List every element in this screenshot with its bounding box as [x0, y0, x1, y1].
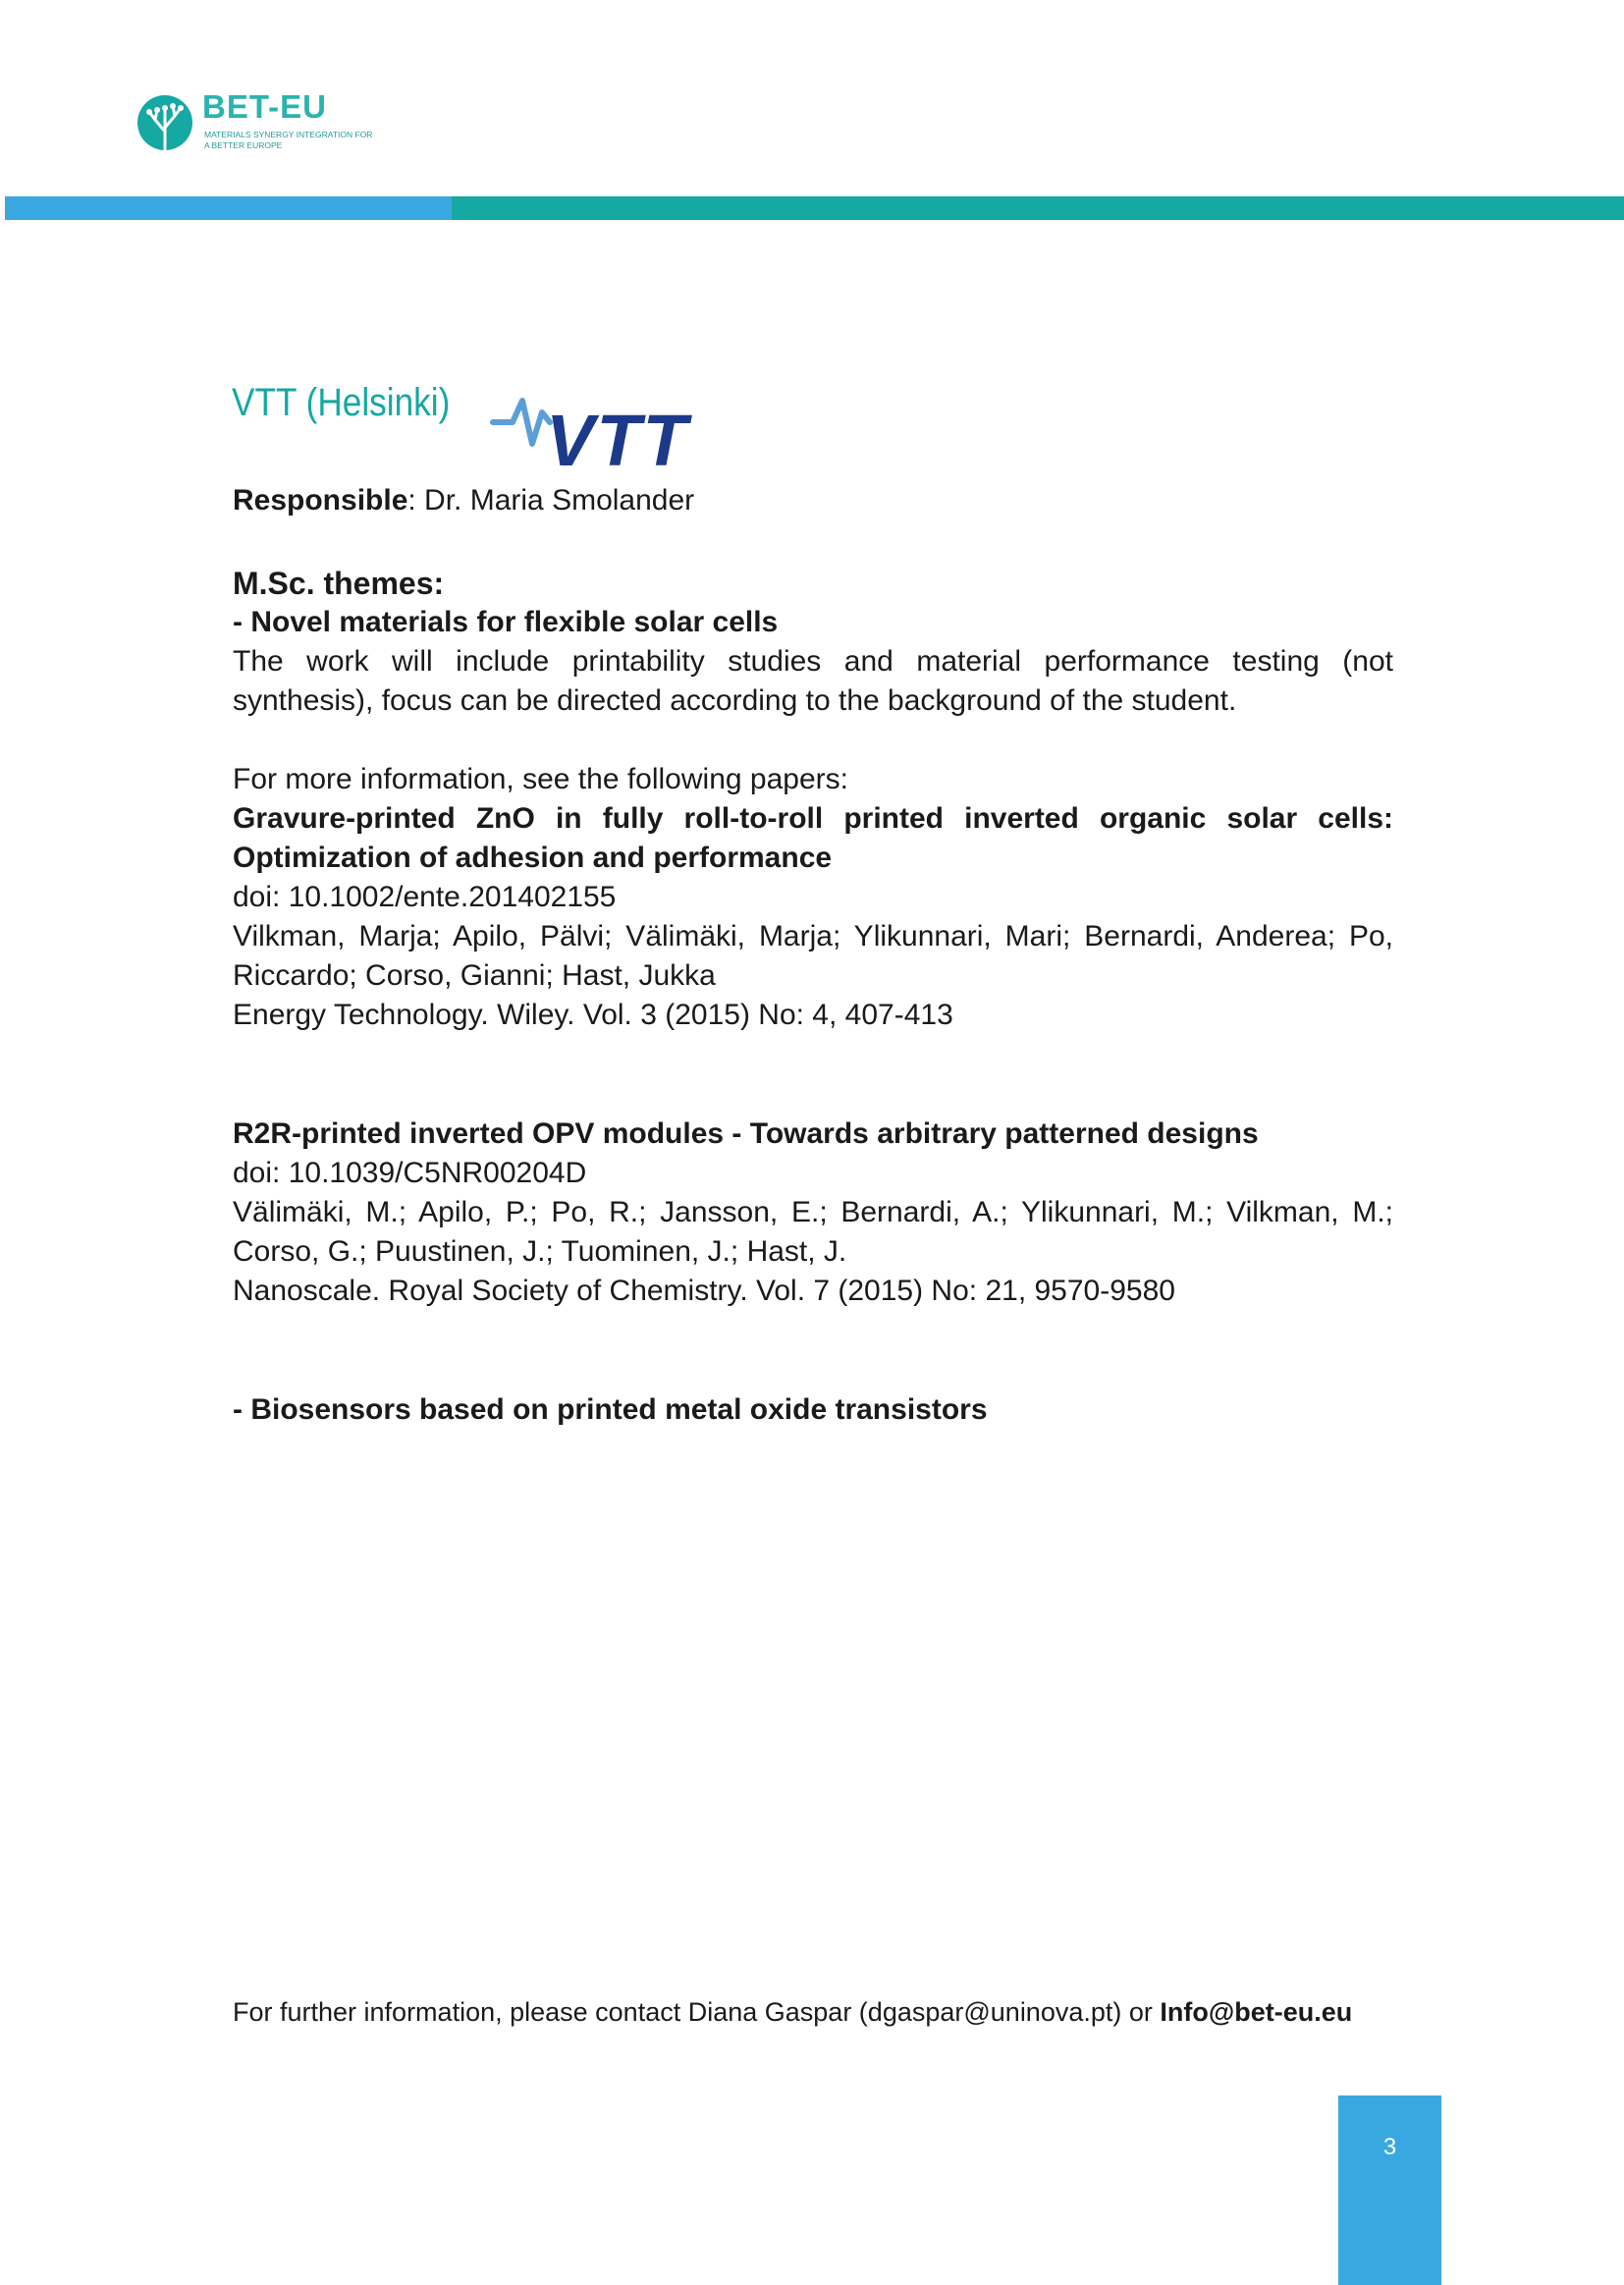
paper-title: Gravure-printed ZnO in fully roll-to-roll printed inverted organic solar cells: Optimization of adhesion and performance [233, 802, 1393, 874]
bet-eu-logo [135, 86, 381, 160]
vtt-logo [489, 381, 734, 469]
vtt-logo-text: VTT [546, 400, 689, 469]
brand-name: BET-EU [202, 88, 328, 125]
paper-doi: doi: 10.1039/C5NR00204D [233, 1157, 587, 1189]
responsible-label: Responsible [233, 484, 408, 517]
footer-contact-text: For further information, please contact Diana Gaspar (dgaspar@uninova.pt) or [233, 1997, 1161, 2027]
themes-heading: M.Sc. themes: [233, 566, 445, 601]
responsible-name: : Dr. Maria Smolander [407, 484, 695, 517]
theme-title: - Novel materials for flexible solar cells [233, 606, 779, 638]
paper-authors: Välimäki, M.; Apilo, P.; Po, R.; Jansson, E.; Bernardi, A.; Ylikunnari, M.; Vilkman, M.; Corso, G.; Puustinen, J.; Tuominen, J.; Hast, J. [233, 1196, 1393, 1268]
page-number: 3 [1382, 2134, 1397, 2160]
header-band-teal [452, 196, 1624, 220]
theme-description: The work will include printability studies and material performance testing (not synthesis), focus can be directed according to the background of the student. [233, 645, 1393, 717]
header-band-blue [5, 196, 452, 220]
tree-logo-icon [135, 90, 196, 155]
footer-contact [233, 1997, 1352, 2028]
theme-title: - Biosensors based on printed metal oxide transistors [233, 1393, 988, 1426]
page-number-box [1338, 2095, 1441, 2285]
responsible-line [233, 481, 1393, 520]
paper-title: R2R-printed inverted OPV modules - Towards arbitrary patterned designs [233, 1117, 1259, 1150]
more-info-text: For more information, see the following papers: [233, 763, 848, 795]
paper-source: Nanoscale. Royal Society of Chemistry. Vol. 7 (2015) No: 21, 9570-9580 [233, 1275, 1175, 1307]
paper-authors: Vilkman, Marja; Apilo, Pälvi; Välimäki, Marja; Ylikunnari, Mari; Bernardi, Anderea; Po, Riccardo; Corso, Gianni; Hast, Jukka [233, 920, 1393, 992]
brand-tagline: MATERIALS SYNERGY INTEGRATION FOR A BETTER EUROPE [204, 130, 373, 150]
footer-email-link[interactable]: Info@bet-eu.eu [1160, 1997, 1353, 2027]
section-title: VTT (Helsinki) [232, 381, 451, 424]
paper-doi: doi: 10.1002/ente.201402155 [233, 881, 617, 913]
paper-source: Energy Technology. Wiley. Vol. 3 (2015) No: 4, 407-413 [233, 999, 953, 1031]
main-content [233, 481, 1393, 1430]
